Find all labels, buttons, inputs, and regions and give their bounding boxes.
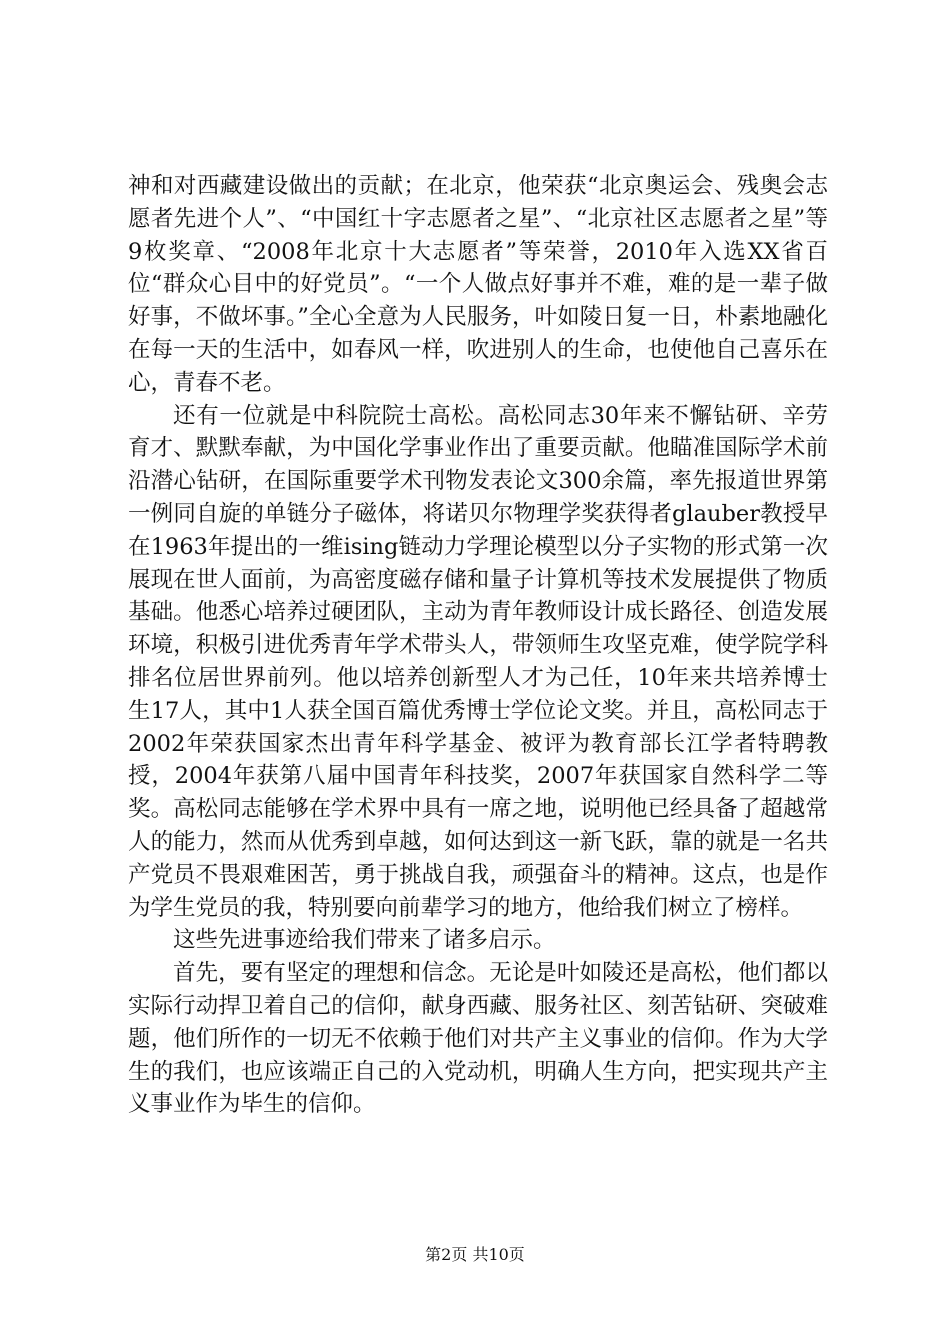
paragraph-3: 这些先进事迹给我们带来了诸多启示。 (173, 927, 556, 954)
paragraph-4: 首先，要有坚定的理想和信念。无论是叶如陵还是高松，他们都以实际行动捍卫着自己的信仰，献身西藏、服务社区、刻苦钻研、突破难题，他们所作的一切无不依赖于他们对共产主义事业的信仰。作为大学生的我们，也应该端正自己的入党动机，明确人生方向，把实现共产主义事业作为毕生的信仰。 (128, 960, 828, 1118)
paragraph-2: 还有一位就是中科院院士高松。高松同志30年来不懈钻研、辛劳育才、默默奉献，为中国化学事业作出了重要贡献。他瞄准国际学术前沿潜心钻研，在国际重要学术刊物发表论文300余篇，率先报道世界第一例同自旋的单链分子磁体，将诺贝尔物理学奖获得者glauber教授早在1963年提出的一维ising链动力学理论模型以分子实物的形式第一次展现在世人面前，为高密度磁存储和量子计算机等技术发展提供了物质基础。他悉心培养过硬团队，主动为青年教师设计成长路径、创造发展环境，积极引进优秀青年学术带头人，带领师生攻坚克难，使学院学科排名位居世界前列。他以培养创新型人才为己任，10年来共培养博士生17人，其中1人获全国百篇优秀博士学位论文奖。并且，高松同志于2002年荣获国家杰出青年科学基金、被评为教育部长江学者特聘教授，2004年获第八届中国青年科技奖，2007年获国家自然科学二等奖。高松同志能够在学术界中具有一席之地，说明他已经具备了超越常人的能力，然而从优秀到卓越，如何达到这一新飞跃，靠的就是一名共产党员不畏艰难困苦，勇于挑战自我，顽强奋斗的精神。这点，也是作为学生党员的我，特别要向前辈学习的地方，他给我们树立了榜样。 (128, 402, 828, 921)
page-number-footer: 第2页 共10页 (425, 1245, 525, 1264)
document-body (128, 170, 828, 1121)
paragraph-1: 神和对西藏建设做出的贡献；在北京，他荣获“北京奥运会、残奥会志愿者先进个人”、“中国红十字志愿者之星”、“北京社区志愿者之星”等9枚奖章、“2008年北京十大志愿者”等荣誉，2010年入选XX省百位“群众心目中的好党员”。“一个人做点好事并不难，难的是一辈子做好事，不做坏事。”全心全意为人民服务，叶如陵日复一日，朴素地融化在每一天的生活中，如春风一样，吹进别人的生命，也使他自己喜乐在心，青春不老。 (128, 173, 828, 396)
